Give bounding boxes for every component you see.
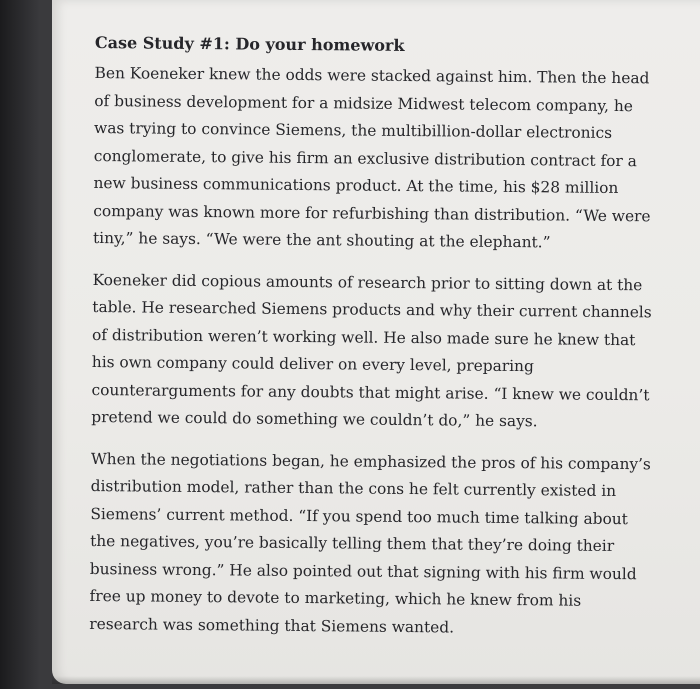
text-line: research was something that Siemens wanted. [89,614,455,636]
text-line: conglomerate, to give his firm an exclusive distribution contract for a [93,146,638,170]
text-line: table. He researched Siemens products and why their current channels [92,297,652,322]
text-line: distribution model, rather than the cons he felt currently existed in [90,476,617,501]
paragraph-3 [89,445,651,643]
text-line: was trying to convince Siemens, the multibillion-dollar electronics [93,118,613,142]
text-line: of distribution weren’t working well. He also made sure he knew that [92,325,636,349]
text-line: new business communications product. At the time, his $28 million [93,173,619,198]
text-line: counterarguments for any doubts that might arise. “I knew we couldn’t [91,380,650,404]
text-line: the negatives, you’re basically telling them that they’re doing their [90,531,615,556]
text-line: business wrong.” He also pointed out that signing with his firm would [89,559,637,583]
text-line: Siemens’ current method. “If you spend too much time talking about [90,504,629,528]
paragraph-1 [93,60,655,258]
text-line: company was known more for refurbishing than distribution. “We were [93,201,651,225]
text-line: of business development for a midsize Midwest telecom company, he [94,91,633,115]
text-line: his own company could deliver on every level, preparing [91,352,534,376]
paragraph-2 [91,266,653,436]
text-line: free up money to devote to marketing, which he knew from his [89,586,582,610]
text-line: When the negotiations began, he emphasized the pros of his company’s [90,449,651,473]
article [89,32,655,657]
case-study-heading: Case Study #1: Do your homework [94,32,405,55]
screen-bottom-edge [52,676,700,684]
text-line: tiny,” he says. “We were the ant shouting at the elephant.” [92,228,551,252]
text-line: pretend we could do something we couldn’t do,” he says. [91,407,538,431]
text-line: Ben Koeneker knew the odds were stacked against him. Then the head [94,63,650,88]
text-line: Koeneker did copious amounts of research prior to sitting down at the [92,270,643,294]
